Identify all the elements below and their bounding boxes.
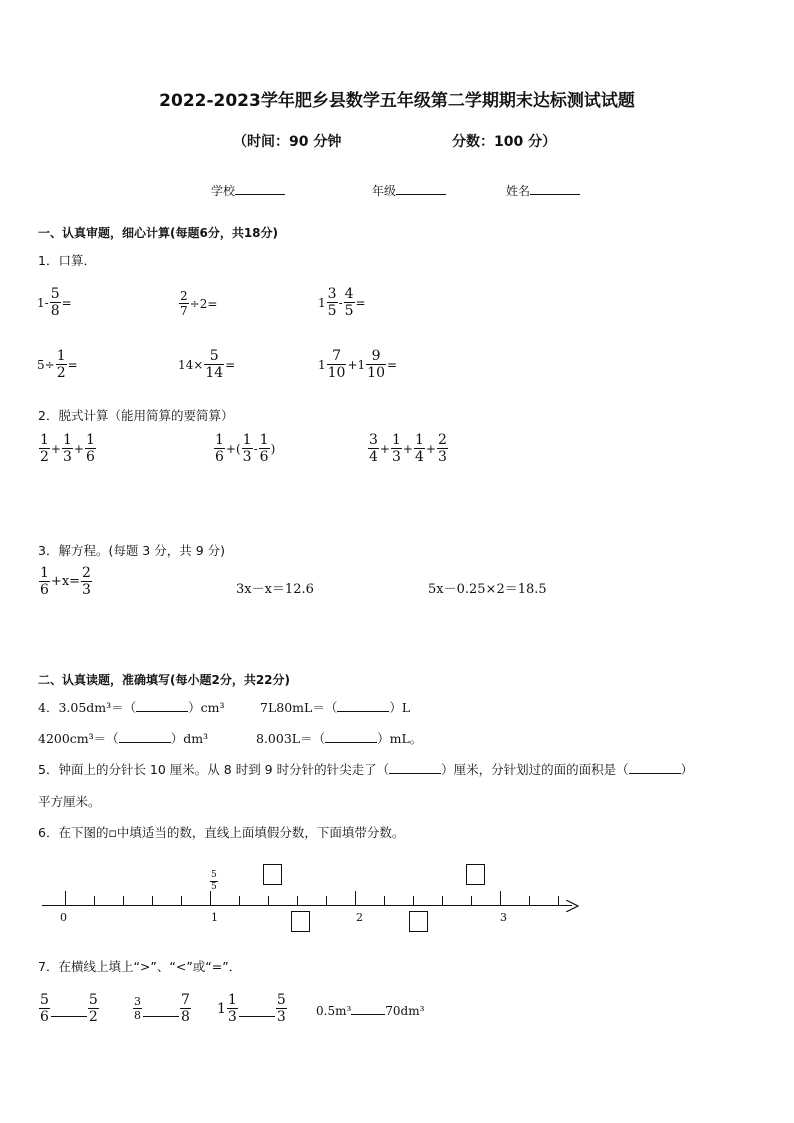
q1-expr-4: 5÷ $\frac{1}{2}$ = [37,348,78,381]
school-label: 学校 [211,184,236,198]
q7-compare-2: $\frac{3}{8}$ $\frac{7}{8}$ [134,992,190,1025]
q4-item-3: 4200cm³＝（ ）dm³ [38,731,209,746]
q4-item-1: 4．3.05dm³＝（ ）cm³ [38,700,225,715]
major-tick [210,891,211,905]
q2-expr-2: $\frac{1}{6}$ +( $\frac{1}{3}$ - $\frac{1}{6}$ ) [215,432,276,465]
q1-expr-6: 1 $\frac{7}{10}$ +1 $\frac{9}{10}$ = [318,348,398,381]
major-tick [500,891,501,905]
minor-tick [326,896,327,905]
school-field [211,182,285,199]
q4-item-4: 8.003L＝（ ）mL。 [256,731,423,746]
q3-label: 3．解方程。(每题 3 分，共 9 分) [38,543,226,558]
tick-label-2: 2 [356,911,363,924]
q3-equation-3: 5x－0.25×2＝18.5 [428,582,547,597]
section-2-title: 二、认真读题，准确填写(每小题2分，共22分) [38,673,291,687]
minor-tick [558,896,559,905]
q4-item-2: 7L80mL＝（ ）L [260,700,411,715]
frac-five-fifths: $\frac{5}{5}$ [211,870,217,892]
minor-tick [152,896,153,905]
tick-label-3: 3 [500,911,507,924]
q7-label: 7．在横线上填上“>”、“<”或“=”． [38,959,242,974]
name-label: 姓名 [506,184,531,198]
q3-equation-1: $\frac{1}{6}$ +x= $\frac{2}{3}$ [40,565,91,598]
minor-tick [413,896,414,905]
q7-compare-4: 0.5m³ 70dm³ [316,1004,425,1018]
minor-tick [123,896,124,905]
minor-tick [442,896,443,905]
q1-expr-2: $\frac{2}{7}$ ÷2= [180,289,218,318]
minor-tick [181,896,182,905]
q7-compare-3: 1 $\frac{1}{3}$ $\frac{5}{3}$ [217,992,286,1025]
answer-box-top-1[interactable] [263,864,282,885]
minor-tick [384,896,385,905]
minor-tick [529,896,530,905]
section-1-title: 一、认真审题，细心计算(每题6分，共18分) [38,226,279,240]
tick-label-0: 0 [60,911,67,924]
answer-box-top-2[interactable] [466,864,485,885]
major-tick [355,891,356,905]
major-tick [65,891,66,905]
q2-label: 2．脱式计算（能用简算的要简算） [38,408,234,423]
q5-line-2: 平方厘米。 [38,794,101,809]
q2-expr-3: $\frac{3}{4}$ + $\frac{1}{3}$ + $\frac{1}{4}$ + $\frac{2}{3}$ [369,432,447,465]
number-line [42,905,572,906]
number-line-arrow-icon [566,900,580,912]
minor-tick [471,896,472,905]
grade-label: 年级 [372,184,397,198]
answer-box-bottom-2[interactable] [409,911,428,932]
q1-expr-1: 1- $\frac{5}{8}$ = [37,286,72,319]
q2-expr-1: $\frac{1}{2}$ + $\frac{1}{3}$ + $\frac{1}{6}$ [40,432,95,465]
name-field [506,182,580,199]
minor-tick [94,896,95,905]
exam-time: （时间：90 分钟 [233,134,342,150]
exam-title: 2022-2023学年肥乡县数学五年级第二学期期末达标测试试题 [159,91,635,111]
q5-line-1: 5．钟面上的分针长 10 厘米。从 8 时到 9 时分针的针尖走了（ ）厘米，分针划过的面的面积是（ ） [38,762,694,777]
answer-box-bottom-1[interactable] [291,911,310,932]
q1-expr-5: 14× $\frac{5}{14}$ = [178,348,236,381]
tick-label-1: 1 [211,911,218,924]
q1-expr-3: 1 $\frac{3}{5}$ - $\frac{4}{5}$ = [318,286,366,319]
minor-tick [268,896,269,905]
q6-label: 6．在下图的▫中填适当的数，直线上面填假分数，下面填带分数。 [38,825,405,840]
q1-label: 1．口算． [38,253,96,268]
q3-equation-2: 3x－x＝12.6 [236,582,314,597]
minor-tick [239,896,240,905]
grade-field [372,182,446,199]
q7-compare-1: $\frac{5}{6}$ $\frac{5}{2}$ [40,992,98,1025]
exam-score: 分数：100 分） [452,134,557,150]
minor-tick [297,896,298,905]
